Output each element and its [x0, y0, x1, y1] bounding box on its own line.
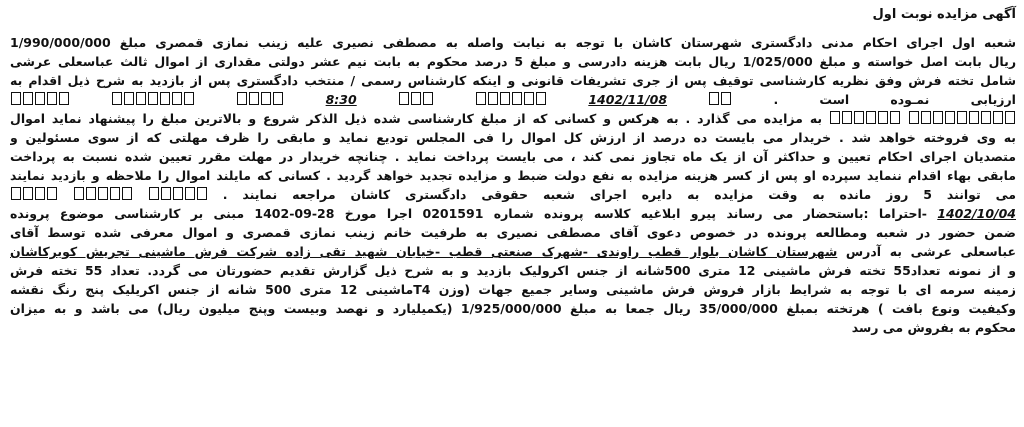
notice-line: شامل تخته فرش وفق نظریه کارشناسی توقیف پس از جری تشریفات قانونی و اینکه کارشناس رسمی / منتخب دادگستری پس از بازدید به شرح ذیل اقدام به: [10, 73, 1016, 88]
property-address: شهرستان کاشان بلوار قطب راوندی -شهرک صنعتی قطب -خیابان شهید تقی زاده شرکت فرش ماشینی تجریش کویرکاشان: [10, 244, 838, 259]
missing-glyphs: [398, 92, 434, 107]
notice-body: [10, 33, 1016, 337]
auction-date: 1402/11/08: [588, 92, 668, 107]
missing-glyphs: [908, 111, 1016, 126]
notice-text: عباسعلی عرشی به آدرس: [845, 244, 1016, 259]
notice-line: [10, 185, 1016, 204]
notice-line: ریال بابت اصل خواسته و مبلغ 1/025/000 ریال بابت هزینه دادرسی و مبلغ 5 درصد محکوم به بابت نیم عشر دولتی مقداری از اموال ثالث عباسعلی عرشی: [10, 54, 1016, 69]
missing-glyphs: [10, 187, 58, 202]
notice-line: متصدیان اجرای احکام تعیین و حداکثر آن از یک ماه تجاوز نمی کند ، می بایست پرداخت نماید . چنانچه خریدار در مهلت مقرر تعیین شده نسبت به پرداخت: [10, 149, 1016, 164]
missing-glyphs: [829, 111, 901, 126]
missing-glyphs: [148, 187, 208, 202]
notice-line: مابقی بهاء اقدام ننماید سپرده او پس از کسر هزینه مزایده به نفع دولت ضبط و مزایده تجدید خواهد گردید . کسانی که مایلند اموال را ملاحظه و بازدید نمایند: [10, 168, 1016, 183]
notice-text: -احتراما :باستحضار می رساند پیرو ابلاغیه کلاسه پرونده شماره 0201591 اجرا مورخ 28-09-1402 مبنی بر کارشناسی موضوع پرونده: [10, 206, 927, 221]
notice-line-auction-schedule: [10, 90, 1016, 109]
notice-line: [10, 109, 1016, 128]
notice-text: ارزیابی نمـوده است .: [773, 92, 1016, 107]
notice-line: و از نمونه تعداد55 تخته فرش ماشینی 12 متری 500شانه از جنس اکرولیک بازدید و به شرح ذیل گزارش تقدیم حضورتان می گردد. تعداد 55 تخته فرش: [10, 263, 1016, 278]
notice-line: محکوم به بفروش می رسد: [851, 320, 1016, 335]
notice-line: به وی فروخته خواهد شد . خریدار می بایست ده درصد از ارزش کل اموال را فی المجلس تودیع نماید و مابقی را ظرف مهلتی که از سوی مسئولین و: [10, 130, 1016, 145]
notice-line-address: [10, 242, 1016, 261]
auction-time: 8:30: [325, 92, 357, 107]
report-date: 1402/10/04: [937, 206, 1016, 221]
notice-line: وکیفیت ونوع بافت ) هرتخته بمبلغ 35/000/000 ریال جمعا به مبلغ 1/925/000/000 (یکمیلیارد و نهصد وبیست وپنج میلیون ریال) می باشد و به میزان: [10, 301, 1016, 316]
notice-text: به مزایده می گذارد . به هرکس و کسانی که از مبلغ کارشناسی شده ذیل الذکر شروع و بالاترین مبلغ را پیشنهاد نماید اموال: [10, 111, 823, 126]
missing-glyphs: [10, 92, 70, 107]
notice-line: ضمن حضور در شعبه ومطالعه پرونده در خصوص دعوی آقای مصطفی نصیری به طرفیت خانم زینب نمازی قمصری و اموال معرفی شده توسط آقای: [10, 225, 1016, 240]
missing-glyphs: [73, 187, 133, 202]
missing-glyphs: [475, 92, 547, 107]
notice-line: زمینه سرمه ای با توجه به شرایط بازار فروش فرش ماشینی وسایر جمیع جهات (وزن T4ماشینی 12 متری 500 شانه از جنس اکریلیک پنج رنگ نقشه: [10, 282, 1016, 297]
missing-glyphs: [236, 92, 284, 107]
notice-text: می توانند 5 روز مانده به وقت مزایده به دایره اجرای شعبه حقوقی دادگستری کاشان مراجعه نمایند .: [222, 187, 1016, 202]
missing-glyphs: [708, 92, 732, 107]
missing-glyphs: [111, 92, 195, 107]
notice-title: آگهی مزایده نوبت اول: [872, 7, 1016, 22]
notice-line: شعبه اول اجرای احکام مدنی دادگستری شهرستان کاشان با توجه به نیابت واصله به مصطفی نصیری علیه زینب نمازی قمصری مبلغ 1/990/000/000: [10, 35, 1016, 50]
notice-line-report: [10, 204, 1016, 223]
